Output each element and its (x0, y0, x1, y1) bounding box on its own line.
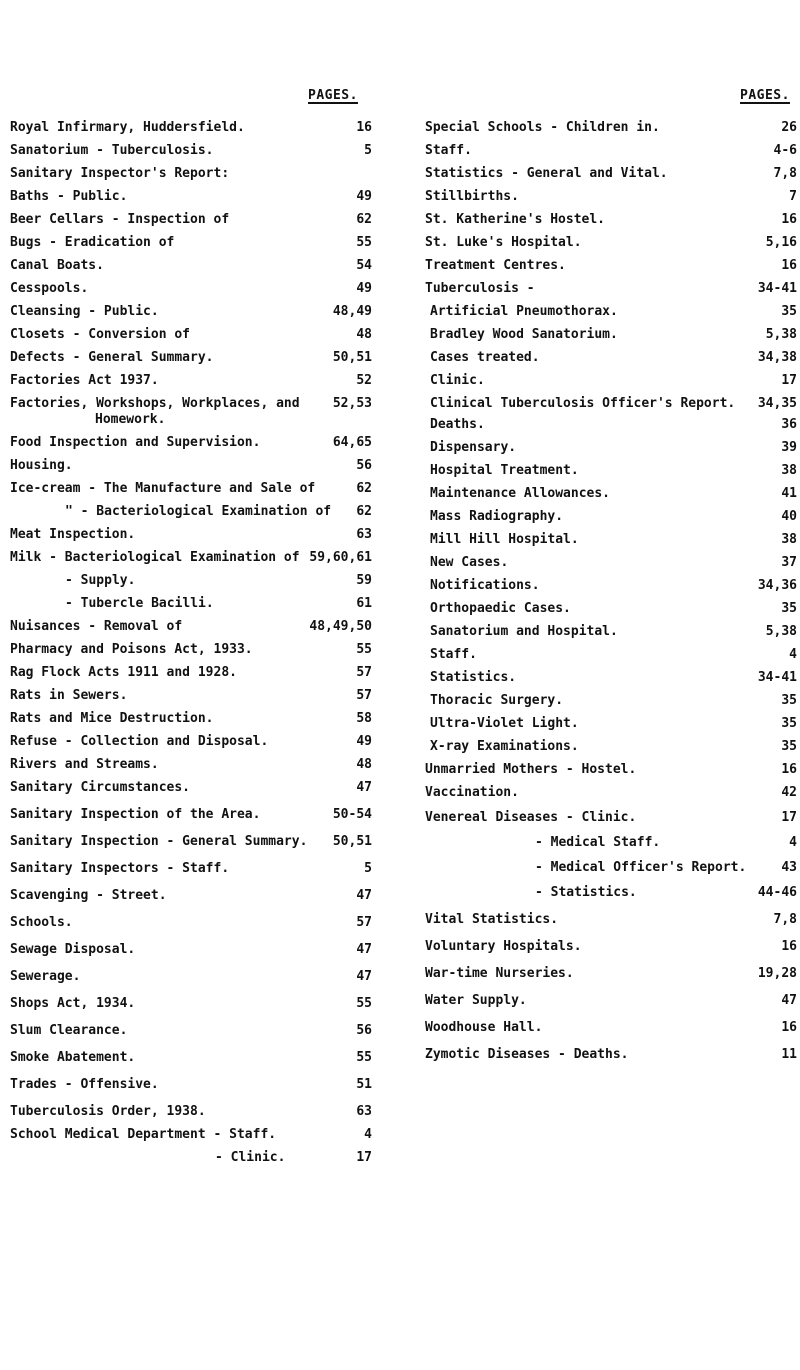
entry-pages: 48 (356, 757, 372, 772)
entry-pages: 35 (781, 716, 797, 731)
entry-pages: 55 (356, 642, 372, 657)
entry-text: Thoracic Surgery. (430, 693, 564, 708)
entry-pages: 52 (356, 373, 372, 388)
entry-text: Sewage Disposal. (10, 942, 136, 957)
entry-pages: 38 (781, 532, 797, 547)
entry-pages: 26 (781, 120, 797, 135)
entry-text: Dispensary. (430, 440, 517, 455)
entry-pages: 59 (356, 573, 372, 588)
entry-pages: 17 (356, 1150, 372, 1165)
entry-text: - Supply. (65, 573, 136, 588)
entry-pages: 57 (356, 665, 372, 680)
entry-pages: 56 (356, 1023, 372, 1038)
entry-text: Schools. (10, 915, 73, 930)
entry-pages: 47 (781, 993, 797, 1008)
entry-pages: 56 (356, 458, 372, 473)
entry-text: Woodhouse Hall. (425, 1020, 543, 1035)
entry-pages: 52,53 (332, 396, 372, 411)
entry-text: Rats and Mice Destruction. (10, 711, 214, 726)
entry-pages: 55 (356, 235, 372, 250)
entry-text: Statistics. (430, 670, 517, 685)
entry-pages: 64,65 (332, 435, 372, 450)
entry-text: Homework. (95, 412, 166, 427)
entry-pages: 49 (356, 189, 372, 204)
entry-text: Bradley Wood Sanatorium. (430, 327, 618, 342)
entry-pages: 16 (781, 1020, 797, 1035)
entry-text: Sanitary Circumstances. (10, 780, 191, 795)
entry-pages: 11 (781, 1047, 797, 1062)
entry-pages: 17 (781, 810, 797, 825)
entry-text: Zymotic Diseases - Deaths. (425, 1047, 629, 1062)
entry-pages: 47 (356, 942, 372, 957)
entry-pages: 48,49,50 (309, 619, 372, 634)
entry-pages: 51 (356, 1077, 372, 1092)
entry-pages: 17 (781, 373, 797, 388)
entry-text: Ice-cream - The Manufacture and Sale of (10, 481, 316, 496)
entry-text: Sanitary Inspector's Report: (10, 166, 230, 181)
entry-text: Nuisances - Removal of (10, 619, 183, 634)
entry-pages: 40 (781, 509, 797, 524)
entry-pages: 5,16 (765, 235, 797, 250)
entry-pages: 39 (781, 440, 797, 455)
entry-text: Slum Clearance. (10, 1023, 128, 1038)
entry-text: Vaccination. (425, 785, 519, 800)
entry-text: Housing. (10, 458, 73, 473)
entry-pages: 50-54 (332, 807, 372, 822)
entry-text: Milk - Bacteriological Examination of (10, 550, 300, 565)
entry-text: Venereal Diseases - Clinic. (425, 810, 637, 825)
entry-text: Canal Boats. (10, 258, 104, 273)
entry-text: Hospital Treatment. (430, 463, 579, 478)
entry-pages: 5,38 (765, 624, 797, 639)
entry-pages: 54 (356, 258, 372, 273)
entry-text: Clinic. (430, 373, 485, 388)
entry-pages: 49 (356, 734, 372, 749)
entry-pages: 7,8 (773, 912, 797, 927)
entry-pages: 35 (781, 601, 797, 616)
entry-text: Factories, Workshops, Workplaces, and (10, 396, 300, 411)
entry-text: Tuberculosis Order, 1938. (10, 1104, 206, 1119)
entry-text: Vital Statistics. (425, 912, 559, 927)
entry-pages: 7,8 (773, 166, 797, 181)
pages-header-left: PAGES. (308, 88, 358, 103)
entry-text: Bugs - Eradication of (10, 235, 175, 250)
entry-pages: 47 (356, 969, 372, 984)
entry-pages: 55 (356, 1050, 372, 1065)
entry-text: Clinical Tuberculosis Officer's Report. (430, 396, 736, 411)
entry-pages: 57 (356, 688, 372, 703)
entry-pages: 55 (356, 996, 372, 1011)
entry-pages: 4 (789, 647, 797, 662)
entry-text: Pharmacy and Poisons Act, 1933. (10, 642, 253, 657)
entry-pages: 5,38 (765, 327, 797, 342)
entry-pages: 48,49 (332, 304, 372, 319)
entry-text: Cleansing - Public. (10, 304, 159, 319)
entry-pages: 57 (356, 915, 372, 930)
entry-pages: 37 (781, 555, 797, 570)
entry-text: - Clinic. (215, 1150, 286, 1165)
entry-text: Royal Infirmary, Huddersfield. (10, 120, 245, 135)
entry-text: Mass Radiography. (430, 509, 564, 524)
entry-text: Sanatorium and Hospital. (430, 624, 618, 639)
entry-pages: 34,38 (757, 350, 797, 365)
entry-text: - Medical Staff. (535, 835, 661, 850)
entry-pages: 16 (356, 120, 372, 135)
entry-pages: 38 (781, 463, 797, 478)
entry-text: Statistics - General and Vital. (425, 166, 668, 181)
entry-pages: 63 (356, 1104, 372, 1119)
entry-text: Trades - Offensive. (10, 1077, 159, 1092)
entry-text: Treatment Centres. (425, 258, 566, 273)
entry-text: - Tubercle Bacilli. (65, 596, 214, 611)
entry-text: - Medical Officer's Report. (535, 860, 747, 875)
entry-pages: 19,28 (757, 966, 797, 981)
entry-text: Notifications. (430, 578, 540, 593)
entry-pages: 47 (356, 780, 372, 795)
entry-pages: 50,51 (332, 834, 372, 849)
entry-text: - Statistics. (535, 885, 637, 900)
entry-text: Defects - General Summary. (10, 350, 214, 365)
entry-text: Water Supply. (425, 993, 527, 1008)
entry-text: X-ray Examinations. (430, 739, 579, 754)
entry-text: War-time Nurseries. (425, 966, 574, 981)
entry-text: Sewerage. (10, 969, 81, 984)
entry-pages: 34-41 (757, 281, 797, 296)
entry-pages: 62 (356, 504, 372, 519)
entry-pages: 16 (781, 762, 797, 777)
entry-pages: 59,60,61 (309, 550, 372, 565)
entry-text: St. Katherine's Hostel. (425, 212, 606, 227)
entry-text: Sanatorium - Tuberculosis. (10, 143, 214, 158)
entry-pages: 7 (789, 189, 797, 204)
entry-pages: 36 (781, 417, 797, 432)
entry-pages: 4 (364, 1127, 372, 1142)
entry-text: Special Schools - Children in. (425, 120, 660, 135)
entry-text: Rivers and Streams. (10, 757, 159, 772)
entry-pages: 35 (781, 739, 797, 754)
entry-text: Food Inspection and Supervision. (10, 435, 261, 450)
entry-pages: 35 (781, 693, 797, 708)
entry-text: Stillbirths. (425, 189, 519, 204)
entry-pages: 42 (781, 785, 797, 800)
entry-pages: 4-6 (773, 143, 797, 158)
entry-pages: 50,51 (332, 350, 372, 365)
entry-pages: 62 (356, 212, 372, 227)
entry-pages: 5 (364, 861, 372, 876)
entry-pages: 41 (781, 486, 797, 501)
entry-text: Staff. (425, 143, 472, 158)
entry-pages: 16 (781, 212, 797, 227)
entry-text: School Medical Department - Staff. (10, 1127, 277, 1142)
entry-text: Sanitary Inspection of the Area. (10, 807, 261, 822)
entry-pages: 16 (781, 258, 797, 273)
entry-text: Smoke Abatement. (10, 1050, 136, 1065)
entry-text: Rag Flock Acts 1911 and 1928. (10, 665, 237, 680)
entry-pages: 5 (364, 143, 372, 158)
entry-text: Sanitary Inspectors - Staff. (10, 861, 230, 876)
entry-text: New Cases. (430, 555, 509, 570)
entry-text: Orthopaedic Cases. (430, 601, 571, 616)
entry-text: Rats in Sewers. (10, 688, 128, 703)
entry-text: Ultra-Violet Light. (430, 716, 579, 731)
entry-pages: 4 (789, 835, 797, 850)
entry-pages: 61 (356, 596, 372, 611)
entry-text: St. Luke's Hospital. (425, 235, 582, 250)
entry-pages: 58 (356, 711, 372, 726)
entry-text: Scavenging - Street. (10, 888, 167, 903)
entry-pages: 43 (781, 860, 797, 875)
entry-text: Shops Act, 1934. (10, 996, 136, 1011)
entry-pages: 47 (356, 888, 372, 903)
entry-pages: 35 (781, 304, 797, 319)
entry-pages: 34,36 (757, 578, 797, 593)
entry-text: Cases treated. (430, 350, 540, 365)
entry-pages: 44-46 (757, 885, 797, 900)
entry-text: Mill Hill Hospital. (430, 532, 579, 547)
entry-text: Refuse - Collection and Disposal. (10, 734, 269, 749)
entry-pages: 62 (356, 481, 372, 496)
entry-text: Voluntary Hospitals. (425, 939, 582, 954)
entry-text: Maintenance Allowances. (430, 486, 611, 501)
pages-header-right: PAGES. (740, 88, 790, 103)
entry-text: Meat Inspection. (10, 527, 136, 542)
entry-text: Beer Cellars - Inspection of (10, 212, 230, 227)
entry-text: " - Bacteriological Examination of (65, 504, 332, 519)
entry-pages: 34,35 (757, 396, 797, 411)
entry-text: Cesspools. (10, 281, 89, 296)
entry-text: Sanitary Inspection - General Summary. (10, 834, 308, 849)
entry-text: Artificial Pneumothorax. (430, 304, 618, 319)
entry-pages: 34-41 (757, 670, 797, 685)
entry-pages: 63 (356, 527, 372, 542)
entry-text: Factories Act 1937. (10, 373, 159, 388)
entry-pages: 48 (356, 327, 372, 342)
entry-text: Staff. (430, 647, 477, 662)
entry-pages: 49 (356, 281, 372, 296)
entry-text: Tuberculosis - (425, 281, 535, 296)
entry-text: Closets - Conversion of (10, 327, 191, 342)
entry-text: Baths - Public. (10, 189, 128, 204)
entry-text: Unmarried Mothers - Hostel. (425, 762, 637, 777)
entry-pages: 16 (781, 939, 797, 954)
entry-text: Deaths. (430, 417, 485, 432)
